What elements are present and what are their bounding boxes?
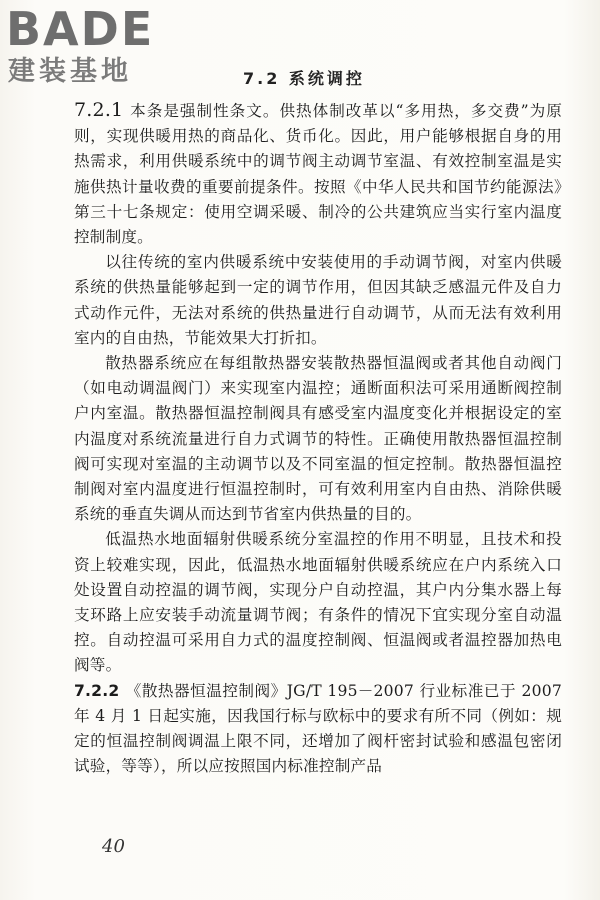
clause-number: 7.2.1 — [74, 99, 124, 121]
paragraph-text: 散热器系统应在每组散热器安装散热器恒温阀或者其他自动阀门（如电动调温阀门）来实现室内温控；通断面积法可采用通断阀控制户内室温。散热器恒温控制阀具有感受室内温度变化并根据设定的室内温度对系统流量进行自力式调节的特性。正确使用散热器恒温控制阀可实现对室温的主动调节以及不同室温的恒定控制。散热器恒温控制阀对室内温度进行恒温控制时，可有效利用室内自由热、消除供暖系统的垂直失调从而达到节省室内供热量的目的。 — [74, 354, 562, 524]
paragraph-text: 低温热水地面辐射供暖系统分室温控的作用不明显，且技术和投资上较难实现，因此，低温热水地面辐射供暖系统应在户内系统入口处设置自动控温的调节阀，实现分户自动控温，其户内分集水器上每支环路上应安装手动流量调节阀；有条件的情况下宜实现分室自动温控。自动控温可采用自力式的温度控制阀、恒温阀或者温控器加热电阀等。 — [74, 530, 562, 675]
clause-number: 7.2.2 — [74, 681, 120, 700]
paragraph-text: 本条是强制性条文。供热体制改革以“多用热，多交费”为原则，实现供暖用热的商品化、货币化。因此，用户能够根据自身的用热需求，利用供暖系统中的调节阀主动调节室温、有效控制室温是实施供热计量收费的重要前提条件。按照《中华人民共和国节约能源法》第三十七条规定：使用空调采暖、制冷的公共建筑应当实行室内温度控制制度。 — [74, 102, 562, 247]
paragraph-text: 以往传统的室内供暖系统中安装使用的手动调节阀，对室内供暖系统的供热量能够起到一定的调节作用，但因其缺乏感温元件及自力式动作元件，无法对系统的供热量进行自动调节，从而无法有效利用室内的自由热，节能效果大打折扣。 — [74, 253, 562, 347]
logo-word: BADE — [6, 2, 155, 56]
body-text — [74, 98, 562, 779]
logo-subtitle: 建装基地 — [8, 56, 132, 87]
paragraph-7-2-2 — [74, 679, 562, 780]
page-number: 40 — [102, 836, 125, 857]
paragraph — [74, 250, 562, 351]
section-title: 7.2 系统调控 — [243, 69, 365, 88]
paragraph-7-2-1 — [74, 98, 562, 250]
watermark-logo — [6, 4, 176, 92]
paragraph — [74, 351, 562, 527]
paragraph — [74, 527, 562, 678]
paragraph-text: 《散热器恒温控制阀》JG/T 195－2007 行业标准已于 2007 年 4 月 1 日起实施，因我国行标与欧标中的要求有所不同（例如：规定的恒温控制阀调温上限不同，还增加了阀杆密封试验和感温包密闭试验，等等），所以应按照国内标准控制产品 — [74, 681, 562, 776]
